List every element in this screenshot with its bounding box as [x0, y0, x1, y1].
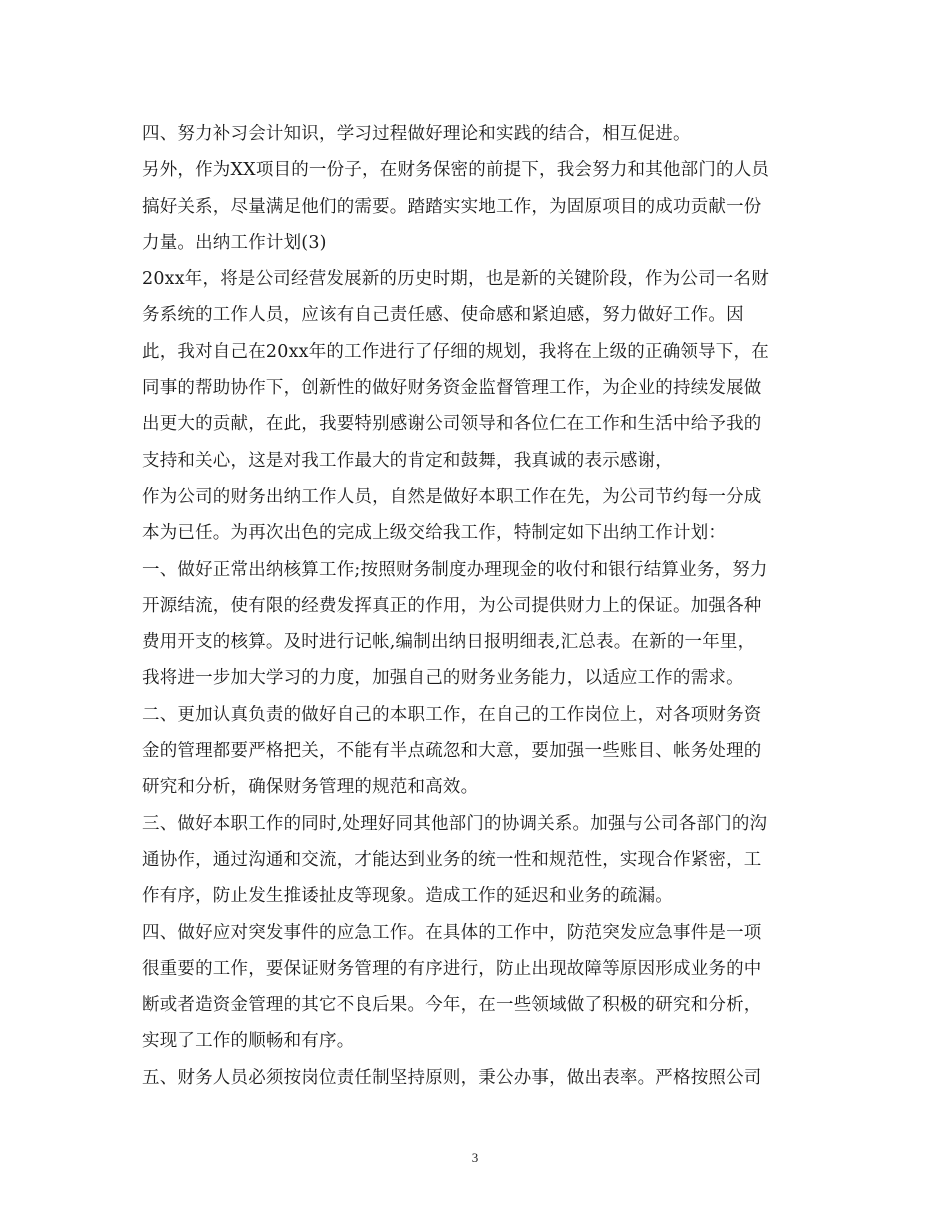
text-line: 金的管理都要严格把关，不能有半点疏忽和大意，要加强一些账目、帐务处理的: [142, 741, 762, 762]
text-line: 另外，作为XX项目的一份子，在财务保密的前提下，我会努力和其他部门的人员: [142, 160, 770, 181]
text-line: 搞好关系，尽量满足他们的需要。踏踏实实地工作，为固原项目的成功贡献一份: [142, 196, 762, 217]
text-line: 开源结流，使有限的经费发挥真正的作用，为公司提供财力上的保证。加强各种: [142, 595, 762, 616]
page-number: 3: [471, 1150, 479, 1165]
text-line: 同事的帮助协作下，创新性的做好财务资金监督管理工作，为企业的持续发展做: [142, 378, 762, 399]
text-line: 通协作，通过沟通和交流，才能达到业务的统一性和规范性，实现合作紧密，工: [142, 849, 762, 870]
text-line: 三、做好本职工作的同时,处理好同其他部门的协调关系。加强与公司各部门的沟: [142, 813, 768, 834]
text-line: 务系统的工作人员，应该有自己责任感、使命感和紧迫感，努力做好工作。因: [142, 305, 744, 326]
text-line: 我将进一步加大学习的力度，加强自己的财务业务能力，以适应工作的需求。: [142, 668, 744, 689]
text-line: 研究和分析，确保财务管理的规范和高效。: [142, 777, 479, 798]
text-line: 本为已任。为再次出色的完成上级交给我工作，特制定如下出纳工作计划：: [142, 523, 727, 544]
text-line: 作为公司的财务出纳工作人员，自然是做好本职工作在先，为公司节约每一分成: [142, 486, 762, 507]
text-line: 此，我对自己在20xx年的工作进行了仔细的规划，我将在上级的正确领导下，在: [142, 341, 769, 362]
text-line: 四、做好应对突发事件的应急工作。在具体的工作中，防范突发应急事件是一项: [142, 922, 762, 943]
text-line: 四、努力补习会计知识，学习过程做好理论和实践的结合，相互促进。: [142, 124, 691, 144]
text-line: 力量。出纳工作计划(3): [142, 232, 327, 253]
text-line: 很重要的工作，要保证财务管理的有序进行，防止出现故障等原因形成业务的中: [142, 958, 762, 979]
text-line: 五、财务人员必须按岗位责任制坚持原则，秉公办事，做出表率。严格按照公司: [142, 1067, 762, 1088]
text-line: 二、更加认真负责的做好自己的本职工作，在自己的工作岗位上，对各项财务资: [142, 704, 762, 725]
body-text: [142, 116, 812, 1096]
text-line: 断或者造资金管理的其它不良后果。今年，在一些领域做了积极的研究和分析，: [142, 995, 762, 1016]
text-line: 费用开支的核算。及时进行记帐,编制出纳日报明细表,汇总表。在新的一年里，: [142, 632, 756, 653]
text-line: 一、做好正常出纳核算工作;按照财务制度办理现金的收付和银行结算业务，努力: [142, 559, 768, 580]
text-line: 实现了工作的顺畅和有序。: [142, 1031, 355, 1052]
text-line: 支持和关心，这是对我工作最大的肯定和鼓舞，我真诚的表示感谢，: [142, 450, 673, 471]
text-line: 20xx年，将是公司经营发展新的历史时期，也是新的关键阶段，作为公司一名财: [142, 269, 769, 290]
text-line: 出更大的贡献，在此，我要特别感谢公司领导和各位仁在工作和生活中给予我的: [142, 414, 762, 435]
text-line: 作有序，防止发生推诿扯皮等现象。造成工作的延迟和业务的疏漏。: [142, 886, 673, 907]
